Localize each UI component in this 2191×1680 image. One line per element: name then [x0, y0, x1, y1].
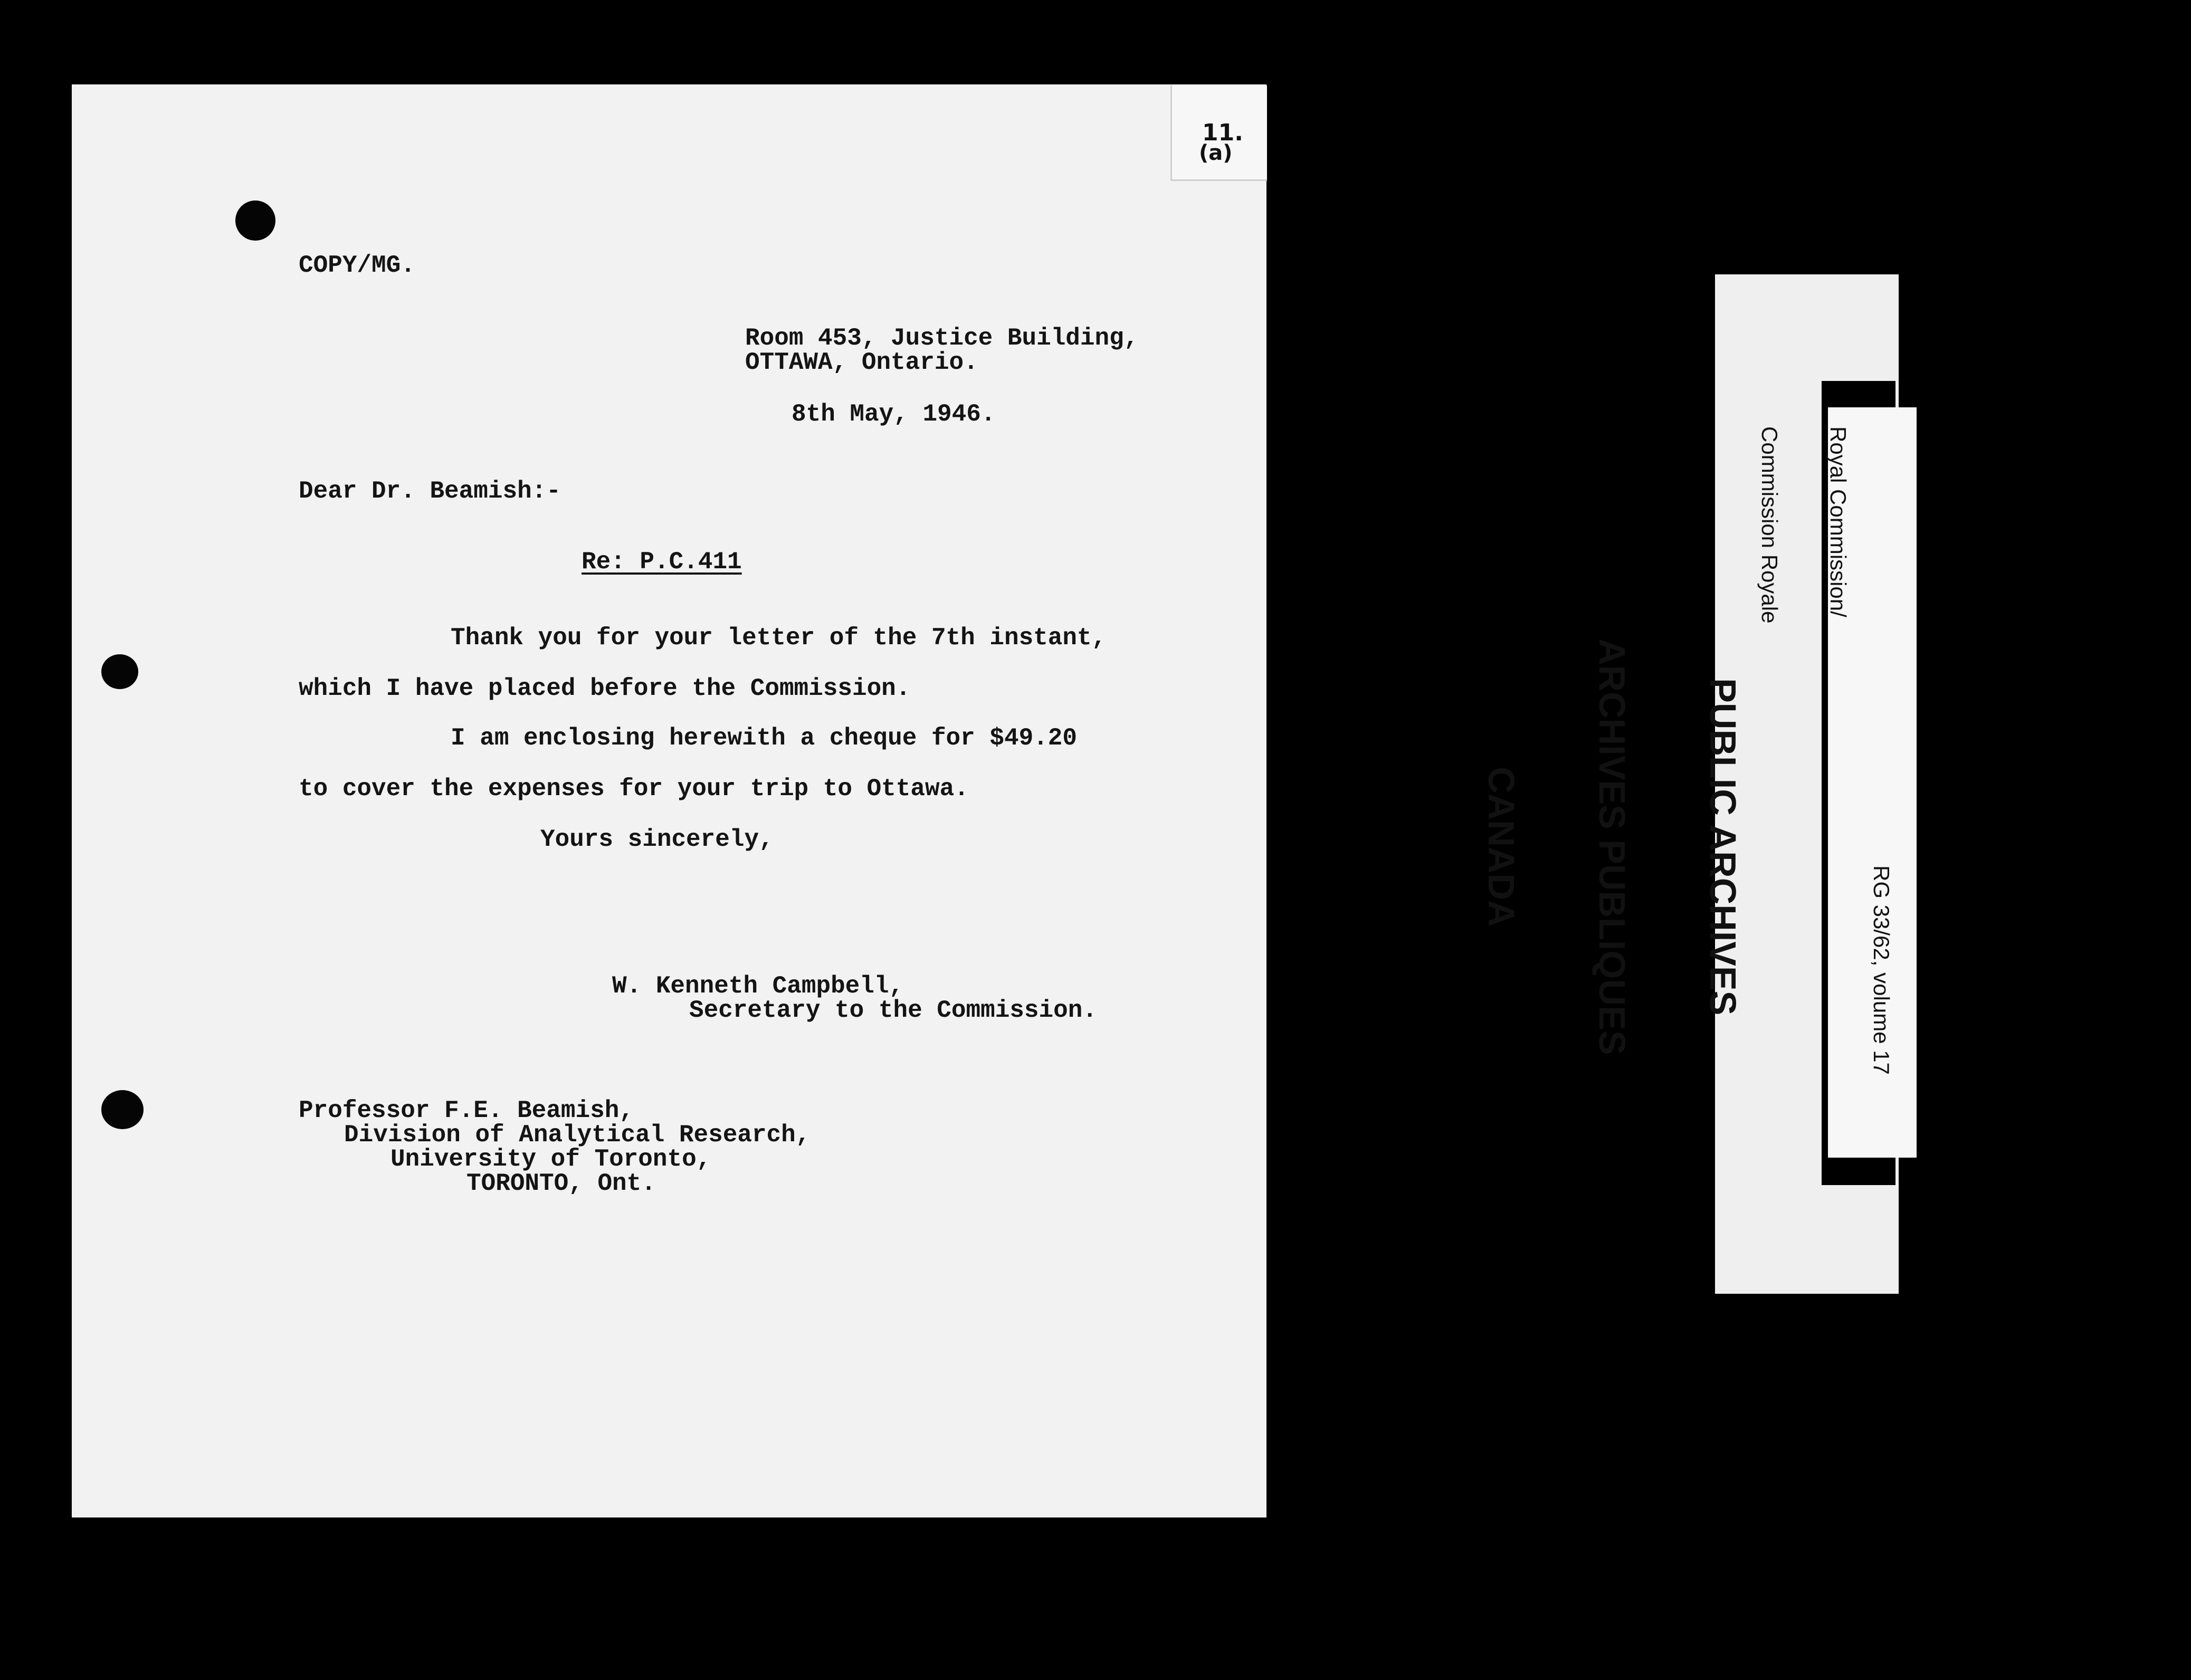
body-line-2: which I have placed before the Commission.	[299, 675, 911, 702]
body-line-3: I am enclosing herewith a cheque for $49.20	[451, 724, 1077, 752]
sender-address-line1: Room 453, Justice Building,	[745, 324, 1139, 352]
recipient-line-2: Division of Analytical Research,	[344, 1121, 811, 1149]
folio-sub: (a)	[1199, 141, 1233, 165]
body-line-4: to cover the expenses for your trip to Ottawa.	[299, 775, 969, 803]
salutation: Dear Dr. Beamish:-	[299, 478, 561, 505]
archive-reference: RG 33/62, volume 17	[1869, 865, 1894, 1075]
commission-line-2: Commission Royale	[1757, 426, 1782, 624]
signer-title: Secretary to the Commission.	[689, 997, 1097, 1024]
body-line-1: Thank you for your letter of the 7th instant,	[451, 624, 1107, 652]
copy-reference: COPY/MG.	[299, 252, 415, 279]
punch-hole-top	[235, 201, 275, 241]
sender-address-line2: OTTAWA, Ontario.	[745, 349, 978, 376]
subject-line: Re: P.C.411	[582, 548, 742, 576]
archives-line-2: ARCHIVES PUBLIQUES	[1592, 638, 1633, 1055]
commission-line-1: Royal Commission/	[1826, 426, 1851, 617]
punch-hole-bottom	[101, 1090, 144, 1129]
archives-stamp	[1446, 638, 1815, 1055]
recipient-line-4: TORONTO, Ont.	[466, 1170, 656, 1197]
archives-line-3: CANADA	[1481, 767, 1522, 927]
commission-name	[1735, 426, 1894, 623]
punch-hole-middle	[101, 654, 138, 689]
folio-number: 11.	[1202, 119, 1243, 146]
recipient-line-1: Professor F.E. Beamish,	[299, 1097, 634, 1124]
signer-name: W. Kenneth Campbell,	[612, 972, 904, 1000]
recipient-line-3: University of Toronto,	[390, 1146, 711, 1173]
closing: Yours sincerely,	[540, 826, 774, 853]
archives-line-1: PUBLIC ARCHIVES	[1702, 678, 1744, 1016]
letter-date: 8th May, 1946.	[792, 400, 996, 428]
